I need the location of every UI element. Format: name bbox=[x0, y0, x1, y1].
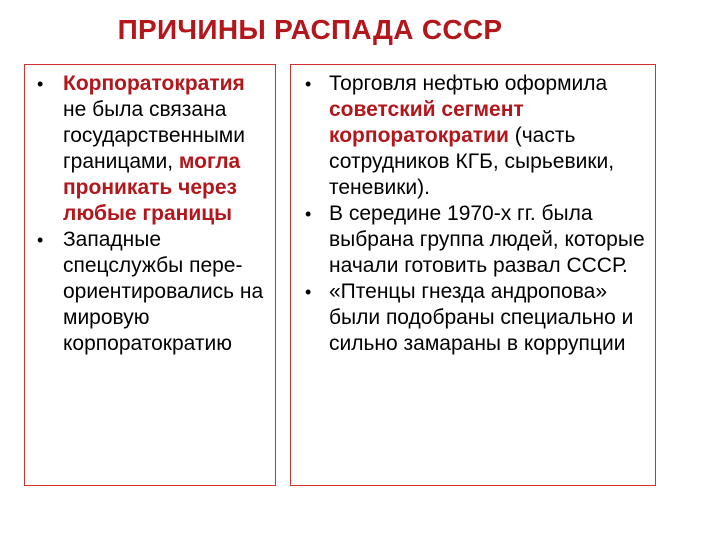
list-item-text: «Птенцы гнезда андропова» были подобраны специально и сильно замараны в коррупции bbox=[329, 280, 634, 355]
right-bullet-list bbox=[291, 65, 655, 357]
list-item-text: не была связана государственными границами, bbox=[63, 98, 245, 173]
left-text-box bbox=[24, 64, 276, 486]
list-item-text-highlight: могла проникать через любые границы bbox=[63, 150, 241, 225]
list-item-text-highlight: Корпоратократия bbox=[63, 72, 245, 95]
list-item-text: Торговля нефтью оформила bbox=[329, 72, 608, 95]
bullet-icon: • bbox=[305, 74, 312, 94]
list-item bbox=[303, 71, 647, 201]
list-item-text: В середине 1970-х гг. была выбрана группа людей, которые начали готовить развал СССР. bbox=[329, 202, 645, 277]
bullet-icon: • bbox=[305, 282, 312, 302]
list-item bbox=[35, 71, 267, 227]
left-bullet-list bbox=[25, 65, 275, 357]
list-item bbox=[303, 201, 647, 279]
list-item bbox=[303, 279, 647, 357]
right-text-box bbox=[290, 64, 656, 486]
list-item-text: (часть сотрудников КГБ, сырьевики, теневики). bbox=[329, 124, 615, 199]
list-item-text: Западные спецслужбы пере-ориентировались на мировую корпоратократию bbox=[63, 228, 264, 355]
page-title: ПРИЧИНЫ РАСПАДА СССР bbox=[117, 14, 503, 45]
list-item bbox=[35, 227, 267, 357]
bullet-icon: • bbox=[37, 74, 44, 94]
bullet-icon: • bbox=[305, 204, 312, 224]
list-item-text-highlight: советский сегмент корпоратократии bbox=[329, 98, 524, 147]
bullet-icon: • bbox=[37, 230, 44, 250]
